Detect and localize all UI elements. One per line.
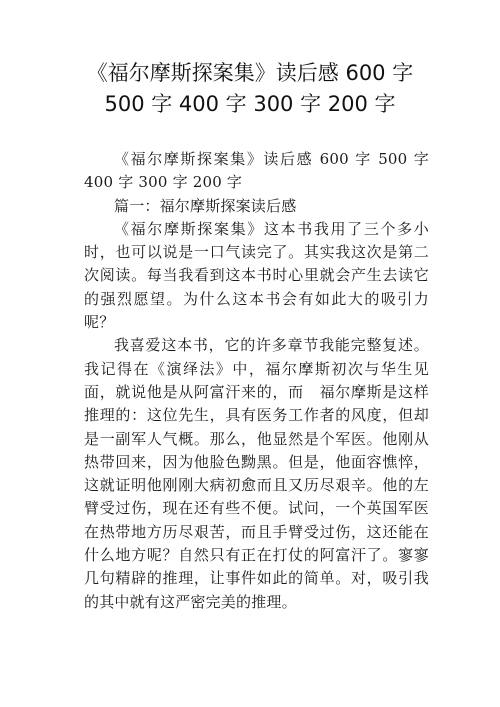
document-title — [0, 58, 500, 120]
body-paragraph: 我喜爱这本书，它的许多章节我能完整复述。我记得在《演绎法》中，福尔摩斯初次与华生见面，就说他是从阿富汗来的，而 福尔摩斯是这样推理的：这位先生，具有医务工作者的风度，但却是一副军人气概。那么，他显然是个军医。他刚从热带回来，因为他脸色黝黑。但是，他面容憔悴，这就证明他刚刚大病初愈而且又历尽艰辛。他的左臂受过伤，现在还有些不便。试问，一个英国军医在热带地方历尽艰苦，而且手臂受过伤，这还能在什么地方呢？自然只有正在打仗的阿富汗了。寥寥几句精辟的推理，让事件如此的简单。对，吸引我的其中就有这严密完美的推理。 — [84, 336, 429, 611]
title-line-2: 500 字 400 字 300 字 200 字 — [104, 92, 396, 116]
section-heading: 篇一：福尔摩斯探案读后感 — [114, 196, 297, 215]
intro-paragraph: 《福尔摩斯探案集》读后感 600 字 500 字 400 字 300 字 200 字 — [84, 150, 429, 192]
title-line-1: 《福尔摩斯探案集》读后感 600 字 — [86, 61, 414, 85]
document-body — [84, 148, 429, 614]
body-paragraph: 《福尔摩斯探案集》这本书我用了三个多小时，也可以说是一口气读完了。其实我这次是第二次阅读。每当我看到这本书时心里就会产生去读它的强烈愿望。为什么这本书会有如此大的吸引力呢？ — [84, 219, 429, 332]
